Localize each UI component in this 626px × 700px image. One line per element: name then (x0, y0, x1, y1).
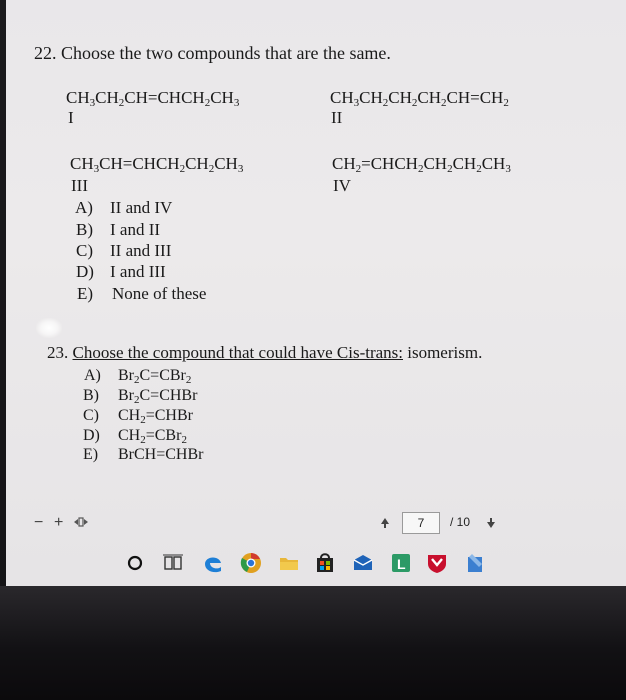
q22-option-b-text: I and II (110, 220, 161, 239)
q22-option-d-text: I and III (110, 262, 166, 281)
q22-option-d-letter: D) (76, 262, 94, 281)
page-total-label: / 10 (450, 515, 471, 529)
q23-option-e-formula: BrCH=CHBr (118, 446, 204, 463)
q22-option-e-letter: E) (77, 284, 94, 303)
mcafee-icon[interactable] (424, 550, 450, 576)
question-23-title-rest: isomerism. (403, 343, 483, 362)
edge-browser-icon[interactable] (200, 550, 226, 576)
bezel-bottom (0, 586, 626, 700)
question-23-title-underlined: Choose the compound that could have Cis-trans: (72, 343, 403, 362)
compound-I-label: I (68, 108, 74, 127)
search-circle-icon[interactable] (122, 550, 148, 576)
q23-option-c-letter: C) (83, 407, 99, 424)
compound-I-formula: $CH_3CH_2CH=CHCH_2CH_3$ (66, 88, 240, 109)
zoom-out-button[interactable]: − (34, 514, 44, 531)
compound-II-label: II (331, 108, 343, 127)
task-view-icon[interactable] (160, 550, 186, 576)
compound-III-label: III (71, 176, 88, 195)
compound-IV-formula: $CH_2=CHCH_2CH_2CH_2CH_3$ (332, 154, 511, 175)
q23-option-a-letter: A) (84, 367, 101, 384)
q23-option-e-letter: E) (83, 446, 99, 463)
q22-option-a-letter: A) (75, 198, 93, 217)
q23-option-b-formula: $Br_2C=CHBr$ (118, 387, 198, 406)
next-page-icon[interactable] (486, 516, 496, 534)
notepad-icon[interactable] (462, 550, 488, 576)
q22-option-c-text: II and III (110, 241, 172, 260)
q22-option-e-text: None of these (112, 284, 207, 303)
chrome-icon[interactable] (238, 550, 264, 576)
svg-text:L: L (397, 556, 406, 572)
screen-glare (36, 318, 62, 338)
file-explorer-icon[interactable] (276, 550, 302, 576)
previous-page-icon[interactable] (380, 516, 390, 534)
q23-option-d-letter: D) (83, 427, 100, 444)
store-icon[interactable] (312, 550, 338, 576)
pdf-toolbar (6, 510, 626, 538)
q23-option-d-formula: $CH_2=CBr_2$ (118, 427, 187, 446)
q23-option-b-letter: B) (83, 387, 99, 404)
q23-option-c-formula: $CH_2=CHBr$ (118, 407, 193, 426)
q22-option-a-text: II and IV (110, 198, 173, 217)
mail-icon[interactable] (350, 550, 376, 576)
q23-option-a-formula: $Br_2C=CBr_2$ (118, 367, 192, 386)
fit-page-icon[interactable] (72, 515, 90, 534)
compound-III-formula: $CH_3CH=CHCH_2CH_2CH_3$ (70, 154, 244, 175)
launcher-l-icon[interactable] (388, 550, 414, 576)
q22-option-c-letter: C) (76, 241, 93, 260)
question-23-number: 23. (47, 343, 69, 362)
page-number-input[interactable]: 7 (402, 512, 440, 534)
compound-II-formula: $CH_3CH_2CH_2CH_2CH=CH_2$ (330, 88, 509, 109)
q22-option-b-letter: B) (76, 220, 93, 239)
zoom-in-button[interactable]: + (54, 514, 64, 531)
compound-IV-label: IV (333, 176, 351, 195)
taskbar (6, 540, 626, 586)
question-23-title (47, 343, 482, 363)
question-22-title: 22. Choose the two compounds that are the same. (34, 43, 391, 63)
